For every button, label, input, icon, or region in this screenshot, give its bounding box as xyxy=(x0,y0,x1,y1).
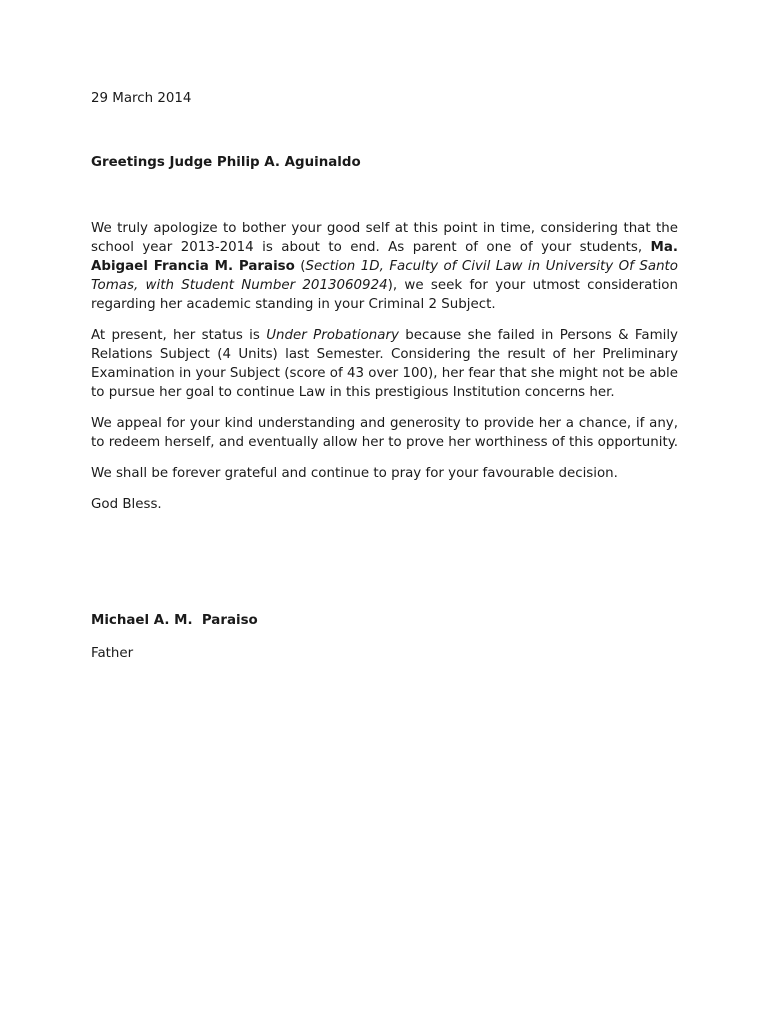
paragraph-status xyxy=(91,326,678,402)
letter-body xyxy=(91,219,678,526)
letter-closing: God Bless. xyxy=(91,497,162,512)
paragraph-status-text-1: At present, her status is xyxy=(91,328,267,343)
paragraph-intro-text-3: ), we seek for your utmost consideration regarding her academic standing in your Criminal 2 Subject. xyxy=(91,278,678,312)
letter-greeting: Greetings Judge Philip A. Aguinaldo xyxy=(91,155,361,170)
paragraph-gratitude: We shall be forever grateful and continue to pray for your favourable decision. xyxy=(91,466,618,481)
paragraph-intro-text-2: ( xyxy=(294,259,306,274)
status-value: Under Probationary xyxy=(266,328,399,343)
paragraph-intro-text-1: We truly apologize to bother your good self at this point in time, considering that the school year 2013-2014 is about to end. As parent of one of your students, xyxy=(91,221,678,255)
signature-name: Michael A. M. Paraiso xyxy=(91,613,258,628)
paragraph-status-text-2: because she failed in Persons & Family Relations Subject (4 Units) last Semester. Considering the result of her Preliminary Examination in your Subject (score of 43 over 100), her fear that she might not be able to pursue her goal to continue Law in this prestigious Institution concerns her. xyxy=(91,328,678,400)
student-name: Ma. Abigael Francia M. Paraiso xyxy=(91,240,678,274)
letter-date: 29 March 2014 xyxy=(91,91,192,106)
paragraph-appeal: We appeal for your kind understanding and generosity to provide her a chance, if any, to redeem herself, and eventually allow her to prove her worthiness of this opportunity. xyxy=(91,416,679,450)
paragraph-intro xyxy=(91,219,678,314)
signature-role: Father xyxy=(91,646,134,661)
student-details: Section 1D, Faculty of Civil Law in University Of Santo Tomas, with Student Number 2013060924 xyxy=(91,259,678,293)
